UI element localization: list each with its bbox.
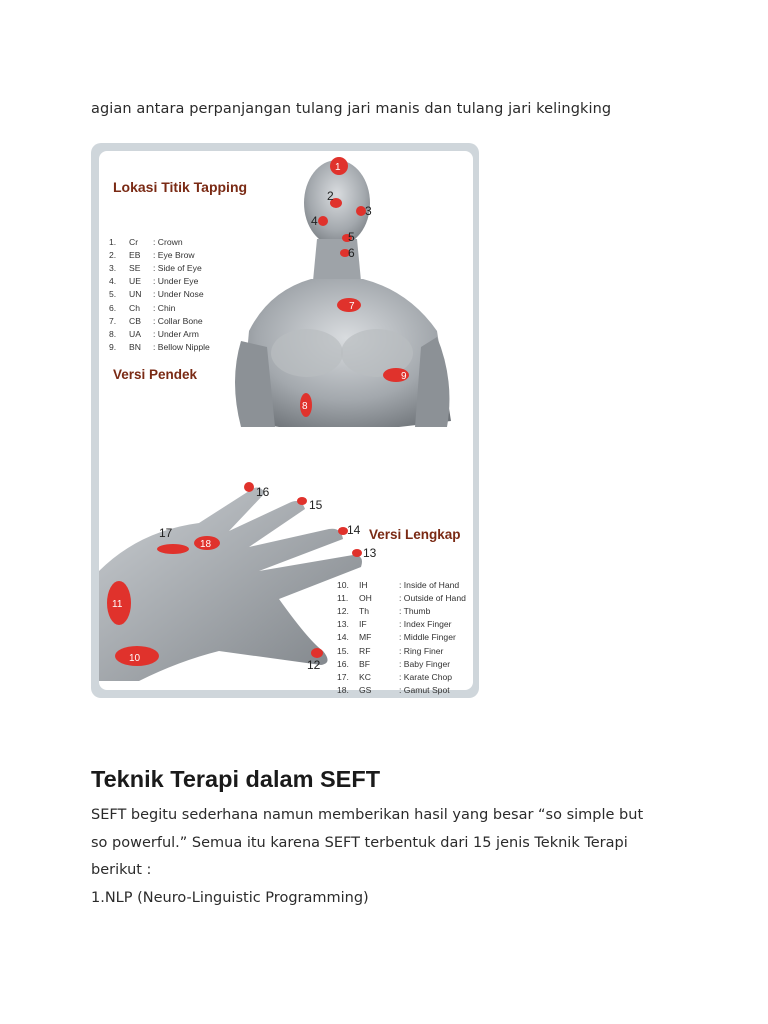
body-paragraph: [91, 802, 671, 912]
legend-num: 1.: [109, 236, 117, 247]
legend-num: 8.: [109, 328, 117, 339]
legend-abbr: RF: [359, 645, 371, 656]
paragraph-line: 1.NLP (Neuro-Linguistic Programming): [91, 889, 369, 906]
legend-abbr: IF: [359, 619, 367, 630]
paragraph-line: SEFT begitu sederhana namun memberikan hasil yang besar “so simple but: [91, 807, 644, 823]
legend-abbr: MF: [359, 632, 372, 643]
legend-desc: : Eye Brow: [153, 249, 195, 260]
legend-row: [109, 248, 210, 261]
marker-label-7: 7: [349, 301, 355, 312]
marker-label-17: 17: [159, 526, 173, 540]
legend-row: [109, 341, 210, 354]
legend-desc: : Collar Bone: [153, 315, 203, 326]
legend-row: [337, 670, 466, 683]
marker-17: [157, 544, 189, 554]
section-heading: Teknik Terapi dalam SEFT: [91, 766, 381, 792]
legend-num: 18.: [337, 685, 349, 696]
marker-label-6: 6: [348, 246, 355, 260]
marker-label-18: 18: [200, 539, 212, 550]
legend-num: 13.: [337, 619, 349, 630]
legend-row: [109, 288, 210, 301]
legend-row: [337, 604, 466, 617]
legend-desc: : Under Nose: [153, 289, 204, 300]
legend-desc: : Outside of Hand: [399, 592, 466, 603]
legend-desc: : Side of Eye: [153, 262, 202, 273]
legend-num: 5.: [109, 289, 117, 300]
marker-4: [318, 216, 328, 226]
legend-num: 6.: [109, 302, 117, 313]
legend-row: [109, 314, 210, 327]
legend-desc: : Bellow Nipple: [153, 342, 210, 353]
legend-row: [337, 578, 466, 591]
marker-label-3: 3: [365, 204, 372, 218]
legend-abbr: BF: [359, 658, 370, 669]
legend-row: [109, 261, 210, 274]
legend-desc: : Ring Finer: [399, 645, 444, 656]
legend-num: 14.: [337, 632, 349, 643]
marker-label-4: 4: [311, 214, 318, 228]
legend-abbr: KC: [359, 671, 371, 682]
legend-num: 17.: [337, 671, 349, 682]
legend-desc: : Thumb: [399, 605, 431, 616]
marker-label-10: 10: [129, 653, 141, 664]
paragraph-line: berikut :: [91, 862, 152, 878]
legend-num: 4.: [109, 276, 117, 287]
legend-desc: : Inside of Hand: [399, 579, 460, 590]
legend-row: [109, 275, 210, 288]
figure-title: Lokasi Titik Tapping: [113, 179, 248, 195]
short-version-label: Versi Pendek: [113, 367, 198, 382]
legend-row: [337, 618, 466, 631]
legend-row: [337, 657, 466, 670]
figure-panel: [99, 151, 473, 696]
legend-abbr: Cr: [129, 236, 139, 247]
legend-num: 3.: [109, 262, 117, 273]
legend-row: [337, 591, 466, 604]
marker-label-12: 12: [307, 658, 321, 672]
legend-abbr: Th: [359, 605, 370, 616]
marker-13: [352, 549, 362, 557]
marker-15: [297, 497, 307, 505]
legend-abbr: SE: [129, 262, 141, 273]
legend-abbr: UN: [129, 289, 142, 300]
legend-abbr: CB: [129, 315, 141, 326]
intro-text: agian antara perpanjangan tulang jari manis dan tulang jari kelingking: [91, 101, 612, 117]
legend-num: 7.: [109, 315, 117, 326]
legend-abbr: GS: [359, 685, 372, 696]
legend-row: [337, 644, 466, 657]
marker-label-13: 13: [363, 546, 377, 560]
legend-abbr: BN: [129, 342, 141, 353]
legend-num: 10.: [337, 579, 349, 590]
marker-label-5: 5: [348, 230, 355, 244]
marker-label-16: 16: [256, 485, 270, 499]
marker-label-2: 2: [327, 189, 334, 203]
legend-num: 16.: [337, 658, 349, 669]
legend-row: [109, 235, 210, 248]
legend-abbr: UE: [129, 276, 141, 287]
legend-num: 2.: [109, 249, 117, 260]
legend-abbr: Ch: [129, 302, 140, 313]
legend-desc: : Under Arm: [153, 328, 199, 339]
full-version-label: Versi Lengkap: [369, 527, 461, 542]
legend-desc: : Chin: [153, 302, 176, 313]
marker-label-14: 14: [347, 523, 361, 537]
legend-desc: : Karate Chop: [399, 671, 453, 682]
legend-row: [109, 301, 210, 314]
legend-abbr: OH: [359, 592, 372, 603]
paragraph-line: so powerful.” Semua itu karena SEFT terbentuk dari 15 jenis Teknik Terapi: [91, 834, 628, 851]
marker-label-1: 1: [335, 162, 341, 173]
legend-desc: : Crown: [153, 236, 183, 247]
marker-12: [311, 648, 323, 658]
legend-row: [337, 631, 466, 644]
legend-num: 15.: [337, 645, 349, 656]
marker-label-8: 8: [302, 401, 308, 412]
legend-desc: : Gamut Spot: [399, 685, 450, 696]
legend-abbr: IH: [359, 579, 368, 590]
legend-row: [109, 327, 210, 340]
tapping-points-figure: [91, 143, 479, 698]
legend-num: 12.: [337, 605, 349, 616]
legend-desc: : Baby Finger: [399, 658, 451, 669]
body-points-legend: [109, 235, 210, 354]
legend-desc: : Under Eye: [153, 276, 199, 287]
marker-label-9: 9: [401, 371, 407, 382]
legend-num: 11.: [337, 592, 349, 603]
hand-points-legend: [337, 578, 466, 697]
legend-desc: : Middle Finger: [399, 632, 456, 643]
marker-label-11: 11: [112, 599, 123, 610]
legend-desc: : Index Finger: [399, 619, 452, 630]
legend-abbr: EB: [129, 249, 141, 260]
marker-label-15: 15: [309, 498, 323, 512]
legend-abbr: UA: [129, 328, 141, 339]
legend-row: [337, 684, 466, 697]
legend-num: 9.: [109, 342, 117, 353]
marker-16: [244, 482, 254, 492]
